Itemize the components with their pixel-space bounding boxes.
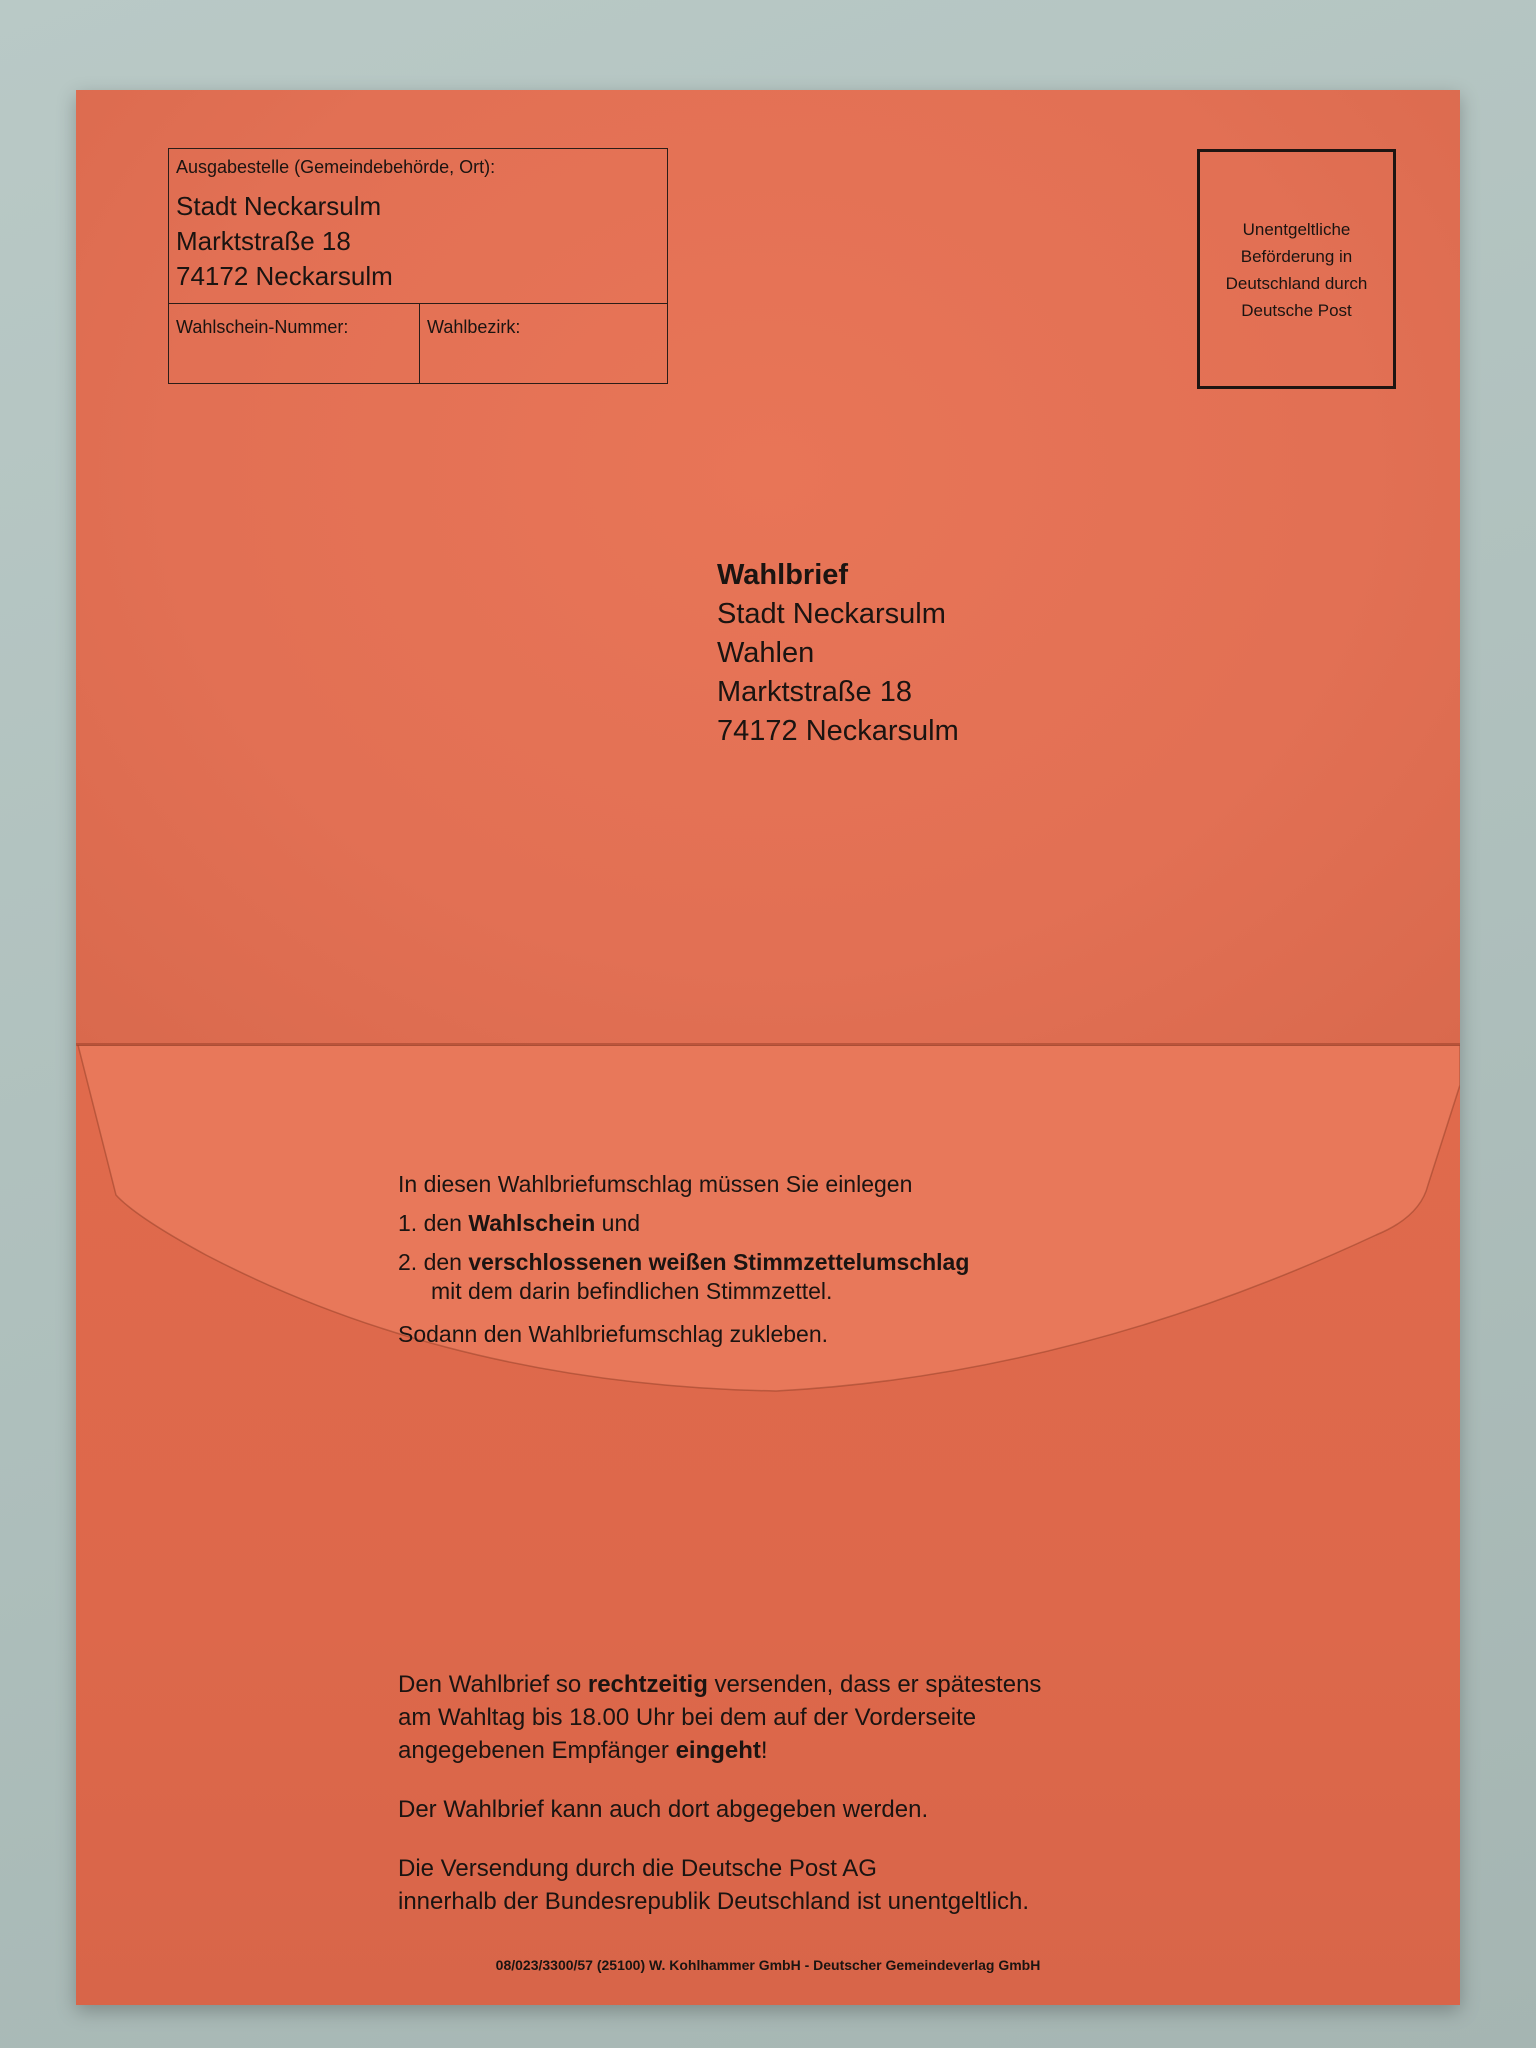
issuer-label: Ausgabestelle (Gemeindebehörde, Ort): — [176, 157, 496, 177]
flap-instructions — [398, 1170, 969, 1349]
back-paragraph-2: Der Wahlbrief kann auch dort abgegeben werden. — [398, 1796, 929, 1823]
back-p3-line-1: Die Versendung durch die Deutsche Post AG — [398, 1855, 877, 1882]
back-p1-bold-1: rechtzeitig — [587, 1671, 708, 1698]
recipient-address — [717, 556, 959, 751]
back-p1-line-2: am Wahltag bis 18.00 Uhr bei dem auf der Vorderseite — [398, 1704, 977, 1731]
back-p1-part-a: Den Wahlbrief so — [398, 1671, 588, 1698]
back-p1-bold-2: eingeht — [675, 1737, 761, 1764]
flap-item-2-continuation: mit dem darin befindlichen Stimmzettel. — [431, 1278, 833, 1304]
back-paragraph-1 — [398, 1668, 1041, 1767]
postage-text — [1200, 216, 1393, 324]
postage-box — [1197, 149, 1396, 389]
back-instructions — [398, 1668, 1041, 1944]
back-p1-line-3-b: ! — [760, 1737, 768, 1764]
postage-line-3: Deutschland durch — [1225, 274, 1368, 293]
issuer-box — [168, 148, 668, 384]
printer-imprint: 08/023/3300/57 (25100) W. Kohlhammer GmbH - Deutscher Gemeindeverlag GmbH — [495, 1957, 1041, 1973]
envelope-front — [76, 90, 1460, 1045]
issuer-line-1: Stadt Neckarsulm — [176, 191, 382, 221]
recipient-line-1: Stadt Neckarsulm — [717, 598, 946, 630]
flap-item-1-prefix: 1. den — [398, 1210, 469, 1236]
flap-item-1 — [398, 1209, 969, 1238]
flap-item-2-bold: verschlossenen weißen Stimmzettelumschlag — [468, 1249, 970, 1275]
recipient-line-2: Wahlen — [717, 637, 815, 669]
recipient-title: Wahlbrief — [717, 559, 849, 591]
issuer-line-2: Marktstraße 18 — [176, 226, 351, 256]
issuer-divider — [169, 303, 667, 304]
fold-line — [76, 1043, 1460, 1046]
postage-line-2: Beförderung in — [1240, 247, 1353, 266]
envelope — [76, 90, 1460, 2005]
postage-line-1: Unentgeltliche — [1242, 220, 1351, 239]
back-p3-line-2: innerhalb der Bundesrepublik Deutschland ist unentgeltlich. — [398, 1888, 1030, 1915]
flap-item-1-suffix: und — [595, 1210, 641, 1236]
flap-item-2-prefix: 2. den — [398, 1249, 469, 1275]
recipient-line-4: 74172 Neckarsulm — [717, 715, 959, 747]
flap-intro: In diesen Wahlbriefumschlag müssen Sie einlegen — [398, 1171, 913, 1197]
wahlschein-number-label: Wahlschein-Nummer: — [176, 317, 349, 337]
back-paragraph-3 — [398, 1852, 1041, 1918]
flap-item-2 — [398, 1248, 969, 1277]
flap-item-1-bold: Wahlschein — [468, 1210, 596, 1236]
flap-closing: Sodann den Wahlbriefumschlag zukleben. — [398, 1321, 829, 1347]
issuer-address — [176, 189, 393, 294]
postage-line-4: Deutsche Post — [1241, 301, 1352, 320]
wahlbezirk-label: Wahlbezirk: — [427, 317, 521, 337]
recipient-line-3: Marktstraße 18 — [717, 676, 912, 708]
back-p1-line-3-a: angegebenen Empfänger — [398, 1737, 676, 1764]
issuer-vertical-divider — [419, 303, 420, 383]
issuer-line-3: 74172 Neckarsulm — [176, 261, 393, 291]
back-p1-part-b: versenden, dass er spätestens — [707, 1671, 1042, 1698]
